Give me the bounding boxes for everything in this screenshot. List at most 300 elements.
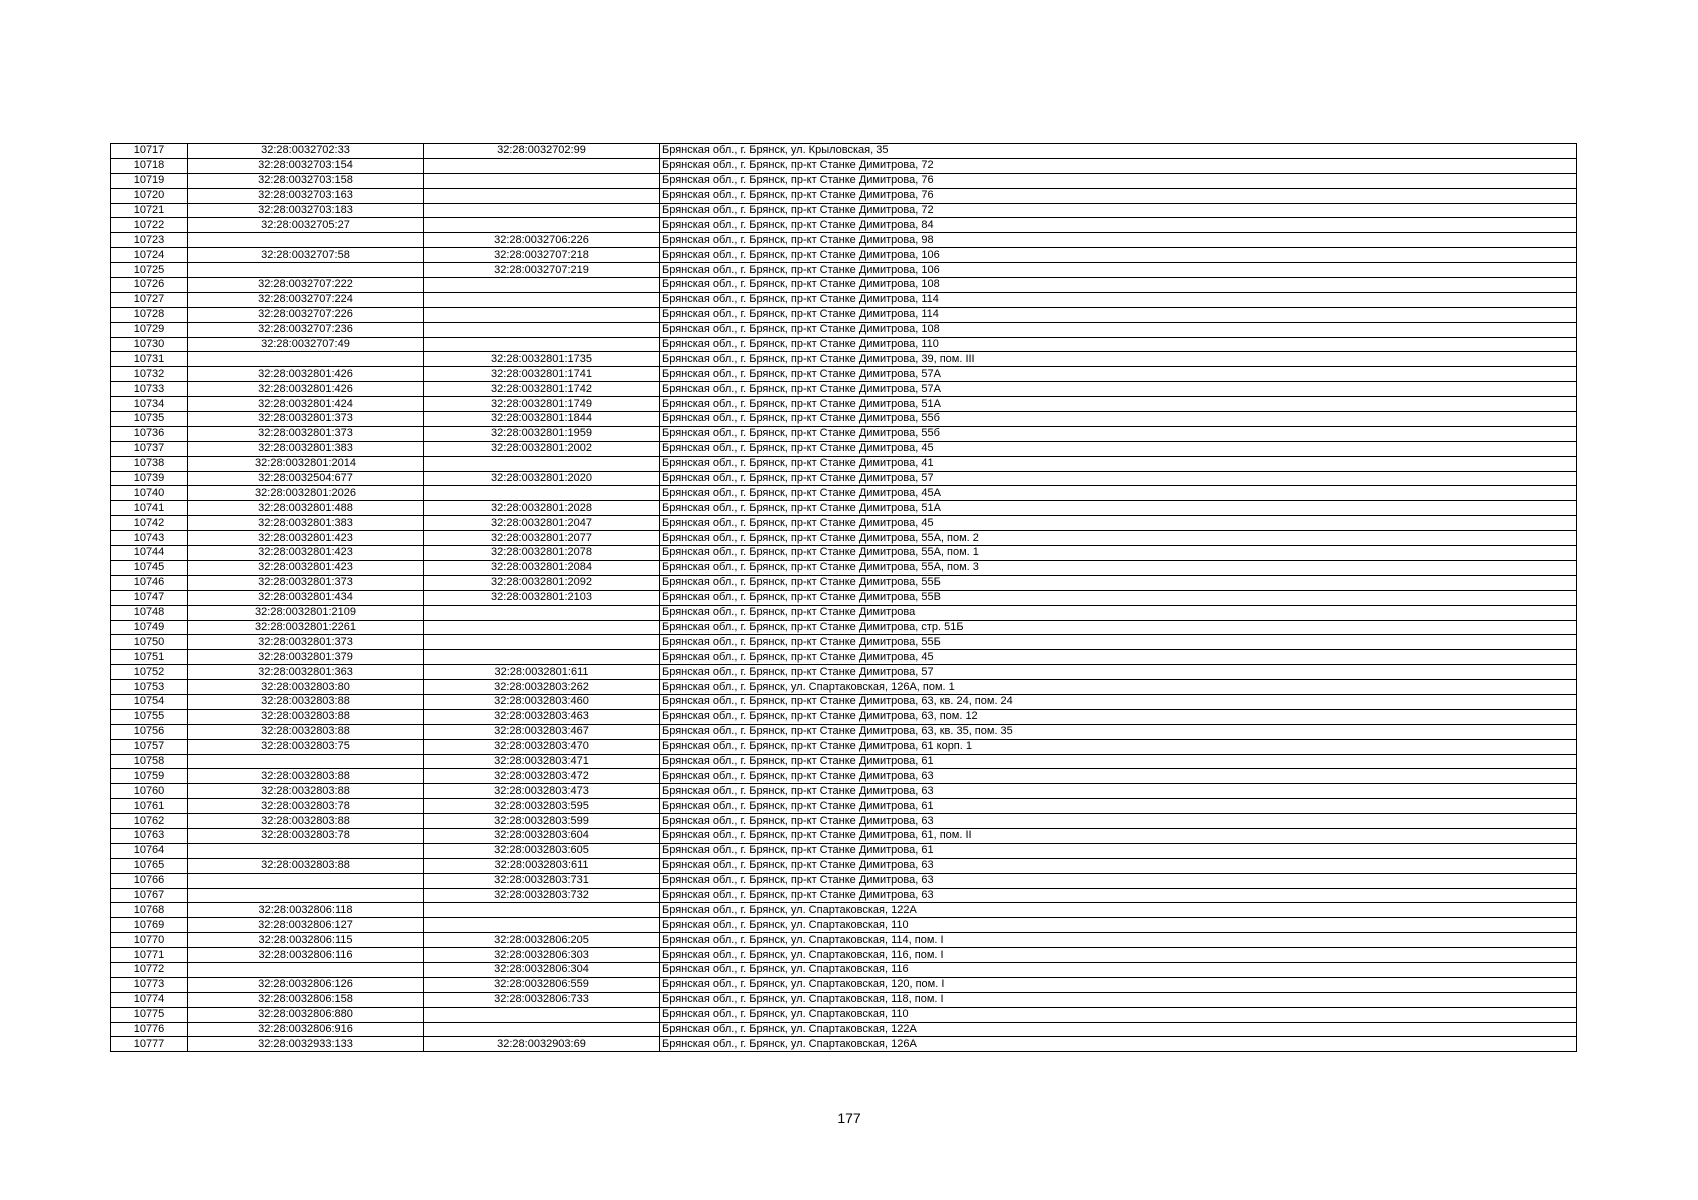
table-row <box>111 1007 1577 1022</box>
parent-cadastral-number-cell: 32:28:0032801:2092 <box>424 575 660 590</box>
address-cell: Брянская обл., г. Брянск, ул. Спартаковская, 126А, пом. 1 <box>660 680 1577 695</box>
parent-cadastral-number-cell: 32:28:0032803:262 <box>424 680 660 695</box>
cadastral-number-cell: 32:28:0032703:158 <box>188 173 424 188</box>
cadastral-number-cell: 32:28:0032801:373 <box>188 426 424 441</box>
address-cell: Брянская обл., г. Брянск, пр-кт Станке Димитрова, 63 <box>660 784 1577 799</box>
address-cell: Брянская обл., г. Брянск, ул. Спартаковская, 116, пом. I <box>660 948 1577 963</box>
row-number-cell: 10731 <box>111 352 188 367</box>
parent-cadastral-number-cell: 32:28:0032801:2103 <box>424 590 660 605</box>
parent-cadastral-number-cell: 32:28:0032803:595 <box>424 799 660 814</box>
cadastral-number-cell: 32:28:0032705:27 <box>188 218 424 233</box>
parent-cadastral-number-cell: 32:28:0032801:1959 <box>424 426 660 441</box>
cadastral-number-cell: 32:28:0032801:423 <box>188 531 424 546</box>
parent-cadastral-number-cell <box>424 918 660 933</box>
parent-cadastral-number-cell <box>424 188 660 203</box>
table-row <box>111 575 1577 590</box>
row-number-cell: 10750 <box>111 635 188 650</box>
row-number-cell: 10727 <box>111 292 188 307</box>
row-number-cell: 10759 <box>111 769 188 784</box>
row-number-cell: 10734 <box>111 397 188 412</box>
table-row <box>111 635 1577 650</box>
parent-cadastral-number-cell: 32:28:0032806:304 <box>424 962 660 977</box>
parent-cadastral-number-cell: 32:28:0032801:2084 <box>424 560 660 575</box>
table-row <box>111 560 1577 575</box>
address-cell: Брянская обл., г. Брянск, пр-кт Станке Димитрова, 41 <box>660 456 1577 471</box>
address-cell: Брянская обл., г. Брянск, пр-кт Станке Димитрова, 61 <box>660 799 1577 814</box>
row-number-cell: 10767 <box>111 888 188 903</box>
table-row <box>111 709 1577 724</box>
parent-cadastral-number-cell <box>424 620 660 635</box>
row-number-cell: 10719 <box>111 173 188 188</box>
table-row <box>111 977 1577 992</box>
table-row <box>111 680 1577 695</box>
row-number-cell: 10776 <box>111 1022 188 1037</box>
parent-cadastral-number-cell <box>424 456 660 471</box>
address-cell: Брянская обл., г. Брянск, пр-кт Станке Димитрова, 39, пом. III <box>660 352 1577 367</box>
row-number-cell: 10745 <box>111 560 188 575</box>
parent-cadastral-number-cell <box>424 337 660 352</box>
table-row <box>111 322 1577 337</box>
table-row <box>111 248 1577 263</box>
row-number-cell: 10735 <box>111 412 188 427</box>
parent-cadastral-number-cell: 32:28:0032803:732 <box>424 888 660 903</box>
cadastral-number-cell: 32:28:0032801:363 <box>188 665 424 680</box>
cadastral-number-cell: 32:28:0032806:916 <box>188 1022 424 1037</box>
address-cell: Брянская обл., г. Брянск, пр-кт Станке Димитрова, 72 <box>660 203 1577 218</box>
cadastral-number-cell: 32:28:0032803:88 <box>188 769 424 784</box>
parent-cadastral-number-cell: 32:28:0032801:2077 <box>424 531 660 546</box>
row-number-cell: 10730 <box>111 337 188 352</box>
table-row <box>111 516 1577 531</box>
parent-cadastral-number-cell: 32:28:0032707:219 <box>424 263 660 278</box>
parent-cadastral-number-cell: 32:28:0032803:463 <box>424 709 660 724</box>
address-cell: Брянская обл., г. Брянск, пр-кт Станке Димитрова, 63 <box>660 858 1577 873</box>
parent-cadastral-number-cell: 32:28:0032801:2028 <box>424 501 660 516</box>
parent-cadastral-number-cell <box>424 322 660 337</box>
cadastral-number-cell: 32:28:0032801:434 <box>188 590 424 605</box>
parent-cadastral-number-cell: 32:28:0032801:2002 <box>424 441 660 456</box>
cadastral-number-cell: 32:28:0032801:373 <box>188 635 424 650</box>
row-number-cell: 10764 <box>111 843 188 858</box>
address-cell: Брянская обл., г. Брянск, пр-кт Станке Димитрова, 45 <box>660 650 1577 665</box>
row-number-cell: 10758 <box>111 754 188 769</box>
row-number-cell: 10753 <box>111 680 188 695</box>
row-number-cell: 10774 <box>111 992 188 1007</box>
parent-cadastral-number-cell <box>424 203 660 218</box>
cadastral-number-cell: 32:28:0032801:2261 <box>188 620 424 635</box>
address-cell: Брянская обл., г. Брянск, ул. Спартаковская, 120, пом. I <box>660 977 1577 992</box>
parent-cadastral-number-cell <box>424 307 660 322</box>
parent-cadastral-number-cell: 32:28:0032803:605 <box>424 843 660 858</box>
table-row <box>111 233 1577 248</box>
row-number-cell: 10769 <box>111 918 188 933</box>
table-row <box>111 739 1577 754</box>
table-row <box>111 858 1577 873</box>
table-row <box>111 962 1577 977</box>
cadastral-number-cell: 32:28:0032803:88 <box>188 784 424 799</box>
cadastral-number-cell: 32:28:0032702:33 <box>188 144 424 159</box>
row-number-cell: 10717 <box>111 144 188 159</box>
cadastral-number-cell: 32:28:0032707:222 <box>188 278 424 293</box>
cadastral-number-cell: 32:28:0032806:115 <box>188 933 424 948</box>
row-number-cell: 10765 <box>111 858 188 873</box>
cadastral-number-cell <box>188 233 424 248</box>
cadastral-number-cell: 32:28:0032801:2014 <box>188 456 424 471</box>
cadastral-number-cell: 32:28:0032803:78 <box>188 828 424 843</box>
cadastral-number-cell: 32:28:0032803:80 <box>188 680 424 695</box>
parent-cadastral-number-cell: 32:28:0032707:218 <box>424 248 660 263</box>
parent-cadastral-number-cell: 32:28:0032903:69 <box>424 1037 660 1052</box>
cadastral-number-cell: 32:28:0032801:423 <box>188 546 424 561</box>
cadastral-number-cell: 32:28:0032803:88 <box>188 694 424 709</box>
cadastral-number-cell: 32:28:0032801:379 <box>188 650 424 665</box>
table-row <box>111 724 1577 739</box>
cadastral-number-cell <box>188 962 424 977</box>
parent-cadastral-number-cell: 32:28:0032803:604 <box>424 828 660 843</box>
address-cell: Брянская обл., г. Брянск, пр-кт Станке Димитрова, 55б <box>660 426 1577 441</box>
parent-cadastral-number-cell <box>424 486 660 501</box>
address-cell: Брянская обл., г. Брянск, пр-кт Станке Димитрова, 63, кв. 24, пом. 24 <box>660 694 1577 709</box>
table-row <box>111 843 1577 858</box>
parent-cadastral-number-cell: 32:28:0032803:472 <box>424 769 660 784</box>
address-cell: Брянская обл., г. Брянск, пр-кт Станке Димитрова, 45 <box>660 516 1577 531</box>
cadastral-number-cell: 32:28:0032707:236 <box>188 322 424 337</box>
parent-cadastral-number-cell: 32:28:0032803:599 <box>424 814 660 829</box>
address-cell: Брянская обл., г. Брянск, пр-кт Станке Димитрова, 61 <box>660 843 1577 858</box>
row-number-cell: 10744 <box>111 546 188 561</box>
address-cell: Брянская обл., г. Брянск, пр-кт Станке Димитрова, 57 <box>660 665 1577 680</box>
row-number-cell: 10724 <box>111 248 188 263</box>
address-cell: Брянская обл., г. Брянск, пр-кт Станке Димитрова, 57А <box>660 382 1577 397</box>
cadastral-number-cell <box>188 888 424 903</box>
row-number-cell: 10763 <box>111 828 188 843</box>
table-row <box>111 501 1577 516</box>
cadastral-number-cell: 32:28:0032801:373 <box>188 412 424 427</box>
row-number-cell: 10723 <box>111 233 188 248</box>
parent-cadastral-number-cell: 32:28:0032803:731 <box>424 873 660 888</box>
parent-cadastral-number-cell: 32:28:0032806:303 <box>424 948 660 963</box>
address-cell: Брянская обл., г. Брянск, ул. Спартаковская, 110 <box>660 918 1577 933</box>
row-number-cell: 10777 <box>111 1037 188 1052</box>
table-row <box>111 397 1577 412</box>
parent-cadastral-number-cell: 32:28:0032801:1741 <box>424 367 660 382</box>
address-cell: Брянская обл., г. Брянск, ул. Спартаковская, 114, пом. I <box>660 933 1577 948</box>
page-number: 177 <box>837 1110 861 1126</box>
address-cell: Брянская обл., г. Брянск, пр-кт Станке Димитрова, 63, пом. 12 <box>660 709 1577 724</box>
parent-cadastral-number-cell: 32:28:0032801:1844 <box>424 412 660 427</box>
address-cell: Брянская обл., г. Брянск, ул. Спартаковская, 118, пом. I <box>660 992 1577 1007</box>
cadastral-number-cell: 32:28:0032803:75 <box>188 739 424 754</box>
address-cell: Брянская обл., г. Брянск, пр-кт Станке Димитрова, 61 корп. 1 <box>660 739 1577 754</box>
table-row <box>111 650 1577 665</box>
address-cell: Брянская обл., г. Брянск, пр-кт Станке Димитрова <box>660 605 1577 620</box>
address-cell: Брянская обл., г. Брянск, пр-кт Станке Димитрова, 45 <box>660 441 1577 456</box>
table-row <box>111 948 1577 963</box>
row-number-cell: 10760 <box>111 784 188 799</box>
address-cell: Брянская обл., г. Брянск, пр-кт Станке Димитрова, 72 <box>660 158 1577 173</box>
row-number-cell: 10743 <box>111 531 188 546</box>
table-row <box>111 382 1577 397</box>
table-row <box>111 828 1577 843</box>
parent-cadastral-number-cell: 32:28:0032801:1742 <box>424 382 660 397</box>
parent-cadastral-number-cell <box>424 605 660 620</box>
address-cell: Брянская обл., г. Брянск, пр-кт Станке Димитрова, 84 <box>660 218 1577 233</box>
table-row <box>111 173 1577 188</box>
cadastral-number-cell: 32:28:0032707:224 <box>188 292 424 307</box>
table-row <box>111 754 1577 769</box>
table-row <box>111 531 1577 546</box>
parent-cadastral-number-cell: 32:28:0032801:2020 <box>424 471 660 486</box>
table-row <box>111 292 1577 307</box>
table-row <box>111 278 1577 293</box>
address-cell: Брянская обл., г. Брянск, ул. Крыловская, 35 <box>660 144 1577 159</box>
parent-cadastral-number-cell: 32:28:0032801:2078 <box>424 546 660 561</box>
address-cell: Брянская обл., г. Брянск, пр-кт Станке Димитрова, 51А <box>660 501 1577 516</box>
parent-cadastral-number-cell <box>424 158 660 173</box>
row-number-cell: 10737 <box>111 441 188 456</box>
cadastral-number-cell: 32:28:0032806:880 <box>188 1007 424 1022</box>
address-cell: Брянская обл., г. Брянск, пр-кт Станке Димитрова, стр. 51Б <box>660 620 1577 635</box>
row-number-cell: 10725 <box>111 263 188 278</box>
row-number-cell: 10770 <box>111 933 188 948</box>
row-number-cell: 10771 <box>111 948 188 963</box>
table-row <box>111 620 1577 635</box>
cadastral-number-cell: 32:28:0032801:426 <box>188 382 424 397</box>
parent-cadastral-number-cell: 32:28:0032803:611 <box>424 858 660 873</box>
table-row <box>111 546 1577 561</box>
table-row <box>111 337 1577 352</box>
cadastral-number-cell: 32:28:0032806:118 <box>188 903 424 918</box>
address-cell: Брянская обл., г. Брянск, пр-кт Станке Димитрова, 108 <box>660 278 1577 293</box>
address-cell: Брянская обл., г. Брянск, пр-кт Станке Димитрова, 45А <box>660 486 1577 501</box>
cadastral-number-cell <box>188 352 424 367</box>
table-row <box>111 769 1577 784</box>
table-row <box>111 665 1577 680</box>
cadastral-number-cell: 32:28:0032801:383 <box>188 516 424 531</box>
address-cell: Брянская обл., г. Брянск, пр-кт Станке Димитрова, 110 <box>660 337 1577 352</box>
table-row <box>111 218 1577 233</box>
address-cell: Брянская обл., г. Брянск, пр-кт Станке Димитрова, 114 <box>660 292 1577 307</box>
parent-cadastral-number-cell: 32:28:0032702:99 <box>424 144 660 159</box>
address-cell: Брянская обл., г. Брянск, пр-кт Станке Димитрова, 57А <box>660 367 1577 382</box>
table-row <box>111 888 1577 903</box>
row-number-cell: 10762 <box>111 814 188 829</box>
parent-cadastral-number-cell <box>424 650 660 665</box>
cadastral-number-cell: 32:28:0032803:88 <box>188 724 424 739</box>
table-row <box>111 1022 1577 1037</box>
row-number-cell: 10761 <box>111 799 188 814</box>
address-cell: Брянская обл., г. Брянск, ул. Спартаковская, 116 <box>660 962 1577 977</box>
cadastral-number-cell: 32:28:0032707:49 <box>188 337 424 352</box>
table-row <box>111 799 1577 814</box>
address-cell: Брянская обл., г. Брянск, пр-кт Станке Димитрова, 63 <box>660 814 1577 829</box>
parent-cadastral-number-cell <box>424 292 660 307</box>
row-number-cell: 10726 <box>111 278 188 293</box>
address-cell: Брянская обл., г. Брянск, пр-кт Станке Димитрова, 106 <box>660 248 1577 263</box>
cadastral-number-cell: 32:28:0032703:154 <box>188 158 424 173</box>
row-number-cell: 10773 <box>111 977 188 992</box>
parent-cadastral-number-cell: 32:28:0032801:611 <box>424 665 660 680</box>
address-cell: Брянская обл., г. Брянск, ул. Спартаковская, 122А <box>660 903 1577 918</box>
table-row <box>111 441 1577 456</box>
row-number-cell: 10738 <box>111 456 188 471</box>
parent-cadastral-number-cell: 32:28:0032806:733 <box>424 992 660 1007</box>
cadastral-number-cell: 32:28:0032803:88 <box>188 858 424 873</box>
address-cell: Брянская обл., г. Брянск, пр-кт Станке Димитрова, 61, пом. II <box>660 828 1577 843</box>
table-row <box>111 814 1577 829</box>
cadastral-number-cell: 32:28:0032801:383 <box>188 441 424 456</box>
table-row <box>111 590 1577 605</box>
address-cell: Брянская обл., г. Брянск, пр-кт Станке Димитрова, 55В <box>660 590 1577 605</box>
row-number-cell: 10772 <box>111 962 188 977</box>
cadastral-number-cell: 32:28:0032806:158 <box>188 992 424 1007</box>
row-number-cell: 10741 <box>111 501 188 516</box>
row-number-cell: 10766 <box>111 873 188 888</box>
row-number-cell: 10733 <box>111 382 188 397</box>
table-row <box>111 158 1577 173</box>
row-number-cell: 10756 <box>111 724 188 739</box>
parent-cadastral-number-cell <box>424 278 660 293</box>
parent-cadastral-number-cell: 32:28:0032801:2047 <box>424 516 660 531</box>
cadastral-number-cell: 32:28:0032801:423 <box>188 560 424 575</box>
cadastral-number-cell: 32:28:0032703:163 <box>188 188 424 203</box>
cadastral-number-cell <box>188 873 424 888</box>
row-number-cell: 10740 <box>111 486 188 501</box>
parent-cadastral-number-cell: 32:28:0032801:1749 <box>424 397 660 412</box>
cadastral-number-cell <box>188 263 424 278</box>
table-row <box>111 412 1577 427</box>
table-row <box>111 903 1577 918</box>
row-number-cell: 10754 <box>111 694 188 709</box>
parent-cadastral-number-cell <box>424 173 660 188</box>
parent-cadastral-number-cell: 32:28:0032806:559 <box>424 977 660 992</box>
address-cell: Брянская обл., г. Брянск, пр-кт Станке Димитрова, 55б <box>660 412 1577 427</box>
cadastral-number-cell: 32:28:0032933:133 <box>188 1037 424 1052</box>
row-number-cell: 10722 <box>111 218 188 233</box>
row-number-cell: 10757 <box>111 739 188 754</box>
table-row <box>111 144 1577 159</box>
parent-cadastral-number-cell <box>424 218 660 233</box>
address-cell: Брянская обл., г. Брянск, пр-кт Станке Димитрова, 63 <box>660 888 1577 903</box>
cadastral-number-cell: 32:28:0032801:2109 <box>188 605 424 620</box>
row-number-cell: 10755 <box>111 709 188 724</box>
address-cell: Брянская обл., г. Брянск, пр-кт Станке Димитрова, 55А, пом. 3 <box>660 560 1577 575</box>
cadastral-number-cell: 32:28:0032801:426 <box>188 367 424 382</box>
table-row <box>111 873 1577 888</box>
row-number-cell: 10721 <box>111 203 188 218</box>
cadastral-number-cell: 32:28:0032801:373 <box>188 575 424 590</box>
cadastral-number-cell: 32:28:0032703:183 <box>188 203 424 218</box>
address-cell: Брянская обл., г. Брянск, пр-кт Станке Димитрова, 63 <box>660 873 1577 888</box>
cadastral-number-cell: 32:28:0032801:488 <box>188 501 424 516</box>
address-cell: Брянская обл., г. Брянск, ул. Спартаковская, 122А <box>660 1022 1577 1037</box>
cadastral-number-cell: 32:28:0032801:424 <box>188 397 424 412</box>
cadastral-number-cell: 32:28:0032806:126 <box>188 977 424 992</box>
parent-cadastral-number-cell: 32:28:0032803:467 <box>424 724 660 739</box>
address-cell: Брянская обл., г. Брянск, пр-кт Станке Димитрова, 55А, пом. 2 <box>660 531 1577 546</box>
cadastral-table <box>110 143 1577 1052</box>
parent-cadastral-number-cell: 32:28:0032801:1735 <box>424 352 660 367</box>
row-number-cell: 10732 <box>111 367 188 382</box>
cadastral-number-cell: 32:28:0032801:2026 <box>188 486 424 501</box>
row-number-cell: 10751 <box>111 650 188 665</box>
table-row <box>111 471 1577 486</box>
parent-cadastral-number-cell: 32:28:0032803:471 <box>424 754 660 769</box>
row-number-cell: 10739 <box>111 471 188 486</box>
row-number-cell: 10720 <box>111 188 188 203</box>
address-cell: Брянская обл., г. Брянск, пр-кт Станке Димитрова, 55Б <box>660 635 1577 650</box>
parent-cadastral-number-cell <box>424 903 660 918</box>
address-cell: Брянская обл., г. Брянск, пр-кт Станке Димитрова, 55А, пом. 1 <box>660 546 1577 561</box>
table-row <box>111 486 1577 501</box>
address-cell: Брянская обл., г. Брянск, пр-кт Станке Димитрова, 51А <box>660 397 1577 412</box>
table-row <box>111 307 1577 322</box>
address-cell: Брянская обл., г. Брянск, ул. Спартаковская, 110 <box>660 1007 1577 1022</box>
table-row <box>111 784 1577 799</box>
cadastral-number-cell: 32:28:0032803:88 <box>188 709 424 724</box>
table-row <box>111 456 1577 471</box>
address-cell: Брянская обл., г. Брянск, пр-кт Станке Димитрова, 63 <box>660 769 1577 784</box>
parent-cadastral-number-cell: 32:28:0032803:470 <box>424 739 660 754</box>
table-row <box>111 188 1577 203</box>
table-row <box>111 992 1577 1007</box>
address-cell: Брянская обл., г. Брянск, пр-кт Станке Димитрова, 108 <box>660 322 1577 337</box>
table-row <box>111 1037 1577 1052</box>
address-cell: Брянская обл., г. Брянск, пр-кт Станке Димитрова, 76 <box>660 173 1577 188</box>
address-cell: Брянская обл., г. Брянск, пр-кт Станке Димитрова, 63, кв. 35, пом. 35 <box>660 724 1577 739</box>
row-number-cell: 10746 <box>111 575 188 590</box>
parent-cadastral-number-cell: 32:28:0032706:226 <box>424 233 660 248</box>
address-cell: Брянская обл., г. Брянск, пр-кт Станке Димитрова, 57 <box>660 471 1577 486</box>
row-number-cell: 10742 <box>111 516 188 531</box>
table-body <box>111 144 1577 1052</box>
address-cell: Брянская обл., г. Брянск, пр-кт Станке Димитрова, 114 <box>660 307 1577 322</box>
row-number-cell: 10718 <box>111 158 188 173</box>
cadastral-number-cell: 32:28:0032707:58 <box>188 248 424 263</box>
row-number-cell: 10747 <box>111 590 188 605</box>
address-cell: Брянская обл., г. Брянск, пр-кт Станке Димитрова, 55Б <box>660 575 1577 590</box>
row-number-cell: 10728 <box>111 307 188 322</box>
row-number-cell: 10736 <box>111 426 188 441</box>
row-number-cell: 10768 <box>111 903 188 918</box>
row-number-cell: 10729 <box>111 322 188 337</box>
parent-cadastral-number-cell: 32:28:0032803:473 <box>424 784 660 799</box>
row-number-cell: 10748 <box>111 605 188 620</box>
table-row <box>111 426 1577 441</box>
row-number-cell: 10752 <box>111 665 188 680</box>
row-number-cell: 10749 <box>111 620 188 635</box>
table-row <box>111 367 1577 382</box>
cadastral-number-cell: 32:28:0032806:116 <box>188 948 424 963</box>
table-row <box>111 918 1577 933</box>
table-row <box>111 605 1577 620</box>
cadastral-number-cell: 32:28:0032803:78 <box>188 799 424 814</box>
address-cell: Брянская обл., г. Брянск, пр-кт Станке Димитрова, 98 <box>660 233 1577 248</box>
parent-cadastral-number-cell: 32:28:0032806:205 <box>424 933 660 948</box>
table-row <box>111 933 1577 948</box>
cadastral-number-cell: 32:28:0032803:88 <box>188 814 424 829</box>
cadastral-number-cell: 32:28:0032707:226 <box>188 307 424 322</box>
cadastral-number-cell <box>188 843 424 858</box>
address-cell: Брянская обл., г. Брянск, пр-кт Станке Димитрова, 106 <box>660 263 1577 278</box>
table-row <box>111 203 1577 218</box>
row-number-cell: 10775 <box>111 1007 188 1022</box>
parent-cadastral-number-cell <box>424 635 660 650</box>
table-row <box>111 694 1577 709</box>
cadastral-number-cell: 32:28:0032504:677 <box>188 471 424 486</box>
parent-cadastral-number-cell <box>424 1022 660 1037</box>
cadastral-number-cell: 32:28:0032806:127 <box>188 918 424 933</box>
